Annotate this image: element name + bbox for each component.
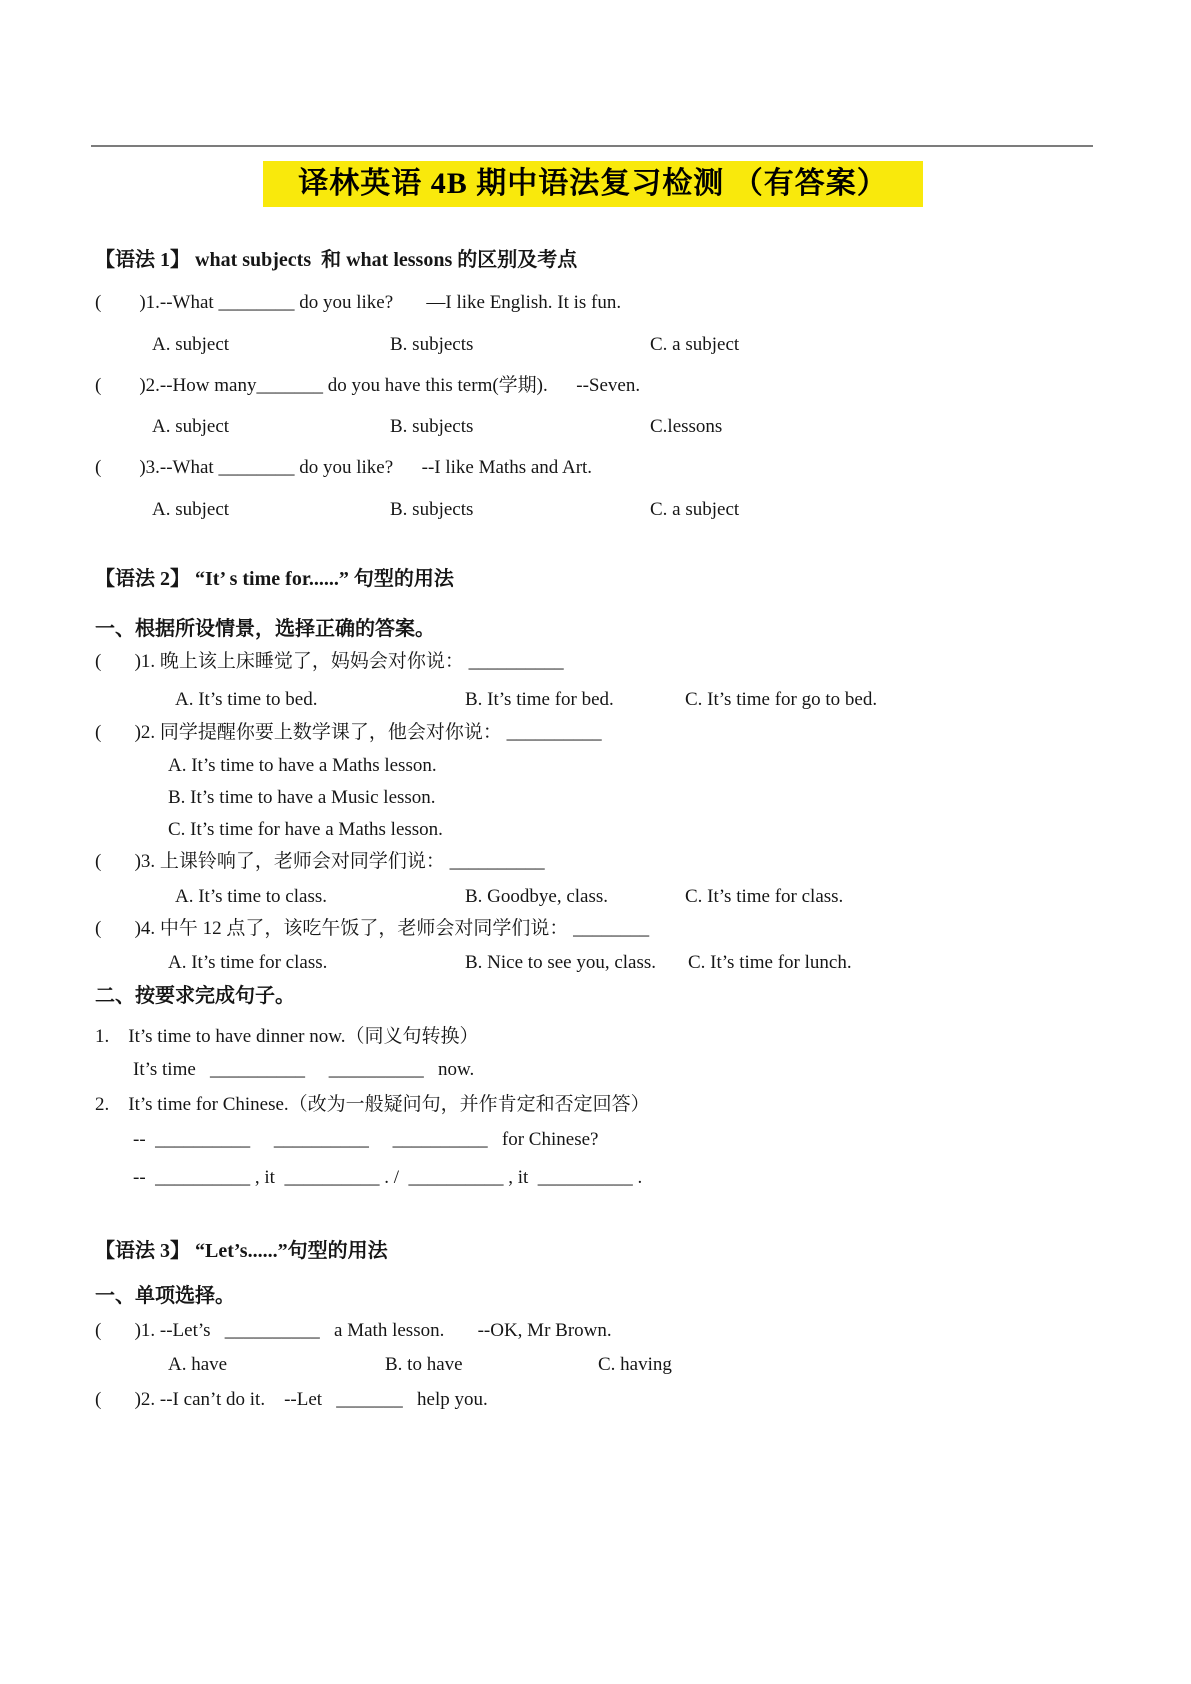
s2-q1-option-a: A. It’s time to bed. bbox=[175, 689, 318, 710]
s3-q1-option-c: C. having bbox=[598, 1354, 672, 1375]
s2-q3-option-b: B. Goodbye, class. bbox=[465, 886, 609, 907]
s1-question-3-options bbox=[95, 497, 1151, 627]
section3-heading: 【语法 3】 “Let’s......”句型的用法 bbox=[95, 1240, 388, 1262]
s2-q4-option-b: B. Nice to see you, class. bbox=[465, 952, 657, 973]
s2-written-2-fill-question: -- __________ __________ __________ for Chinese? bbox=[133, 1129, 599, 1150]
s3-question-1-stem: ( )1. --Let’s __________ a Math lesson. --OK, Mr Brown. bbox=[95, 1320, 612, 1341]
s2-q2-option-c: C. It’s time for have a Maths lesson. bbox=[168, 819, 443, 840]
top-rule bbox=[91, 145, 1093, 147]
s1-question-2-stem: ( )2.--How many_______ do you have this term(学期). --Seven. bbox=[95, 375, 641, 396]
s2-q1-option-c: C. It’s time for go to bed. bbox=[685, 689, 878, 710]
s1-q3-option-c: C. a subject bbox=[650, 499, 740, 520]
s2-q2-option-b: B. It’s time to have a Music lesson. bbox=[168, 787, 436, 808]
s3-question-1-options bbox=[95, 1352, 1151, 1482]
s2-q1-option-b: B. It’s time for bed. bbox=[465, 689, 614, 710]
s1-q3-option-a: A. subject bbox=[152, 499, 230, 520]
section2-heading: 【语法 2】 “It’ s time for......” 句型的用法 bbox=[95, 568, 454, 590]
s3-q1-option-b: B. to have bbox=[385, 1354, 463, 1375]
s2-question-2-stem: ( )2. 同学提醒你要上数学课了，他会对你说： __________ bbox=[95, 722, 602, 743]
section2-part1-heading: 一、根据所设情景，选择正确的答案。 bbox=[95, 618, 435, 640]
s1-q1-option-b: B. subjects bbox=[390, 334, 474, 355]
s2-q3-option-c: C. It’s time for class. bbox=[685, 886, 844, 907]
s2-q3-option-a: A. It’s time to class. bbox=[175, 886, 327, 907]
section3-part1-heading: 一、单项选择。 bbox=[95, 1285, 235, 1307]
s2-written-2-stem: 2. It’s time for Chinese.（改为一般疑问句，并作肯定和否定回答） bbox=[95, 1094, 650, 1115]
s2-q4-option-a: A. It’s time for class. bbox=[168, 952, 328, 973]
s2-question-1-stem: ( )1. 晚上该上床睡觉了，妈妈会对你说： __________ bbox=[95, 651, 564, 672]
s2-q4-option-c: C. It’s time for lunch. bbox=[688, 952, 852, 973]
s2-question-4-stem: ( )4. 中午 12 点了，该吃午饭了，老师会对同学们说： ________ bbox=[95, 918, 650, 939]
s2-written-1-fill: It’s time __________ __________ now. bbox=[133, 1059, 475, 1080]
s3-q1-option-a: A. have bbox=[168, 1354, 228, 1375]
s3-question-2-stem: ( )2. --I can’t do it. --Let _______ help you. bbox=[95, 1389, 488, 1410]
s1-q1-option-a: A. subject bbox=[152, 334, 230, 355]
s1-q2-option-c: C.lessons bbox=[650, 416, 723, 437]
s2-q2-option-a: A. It’s time to have a Maths lesson. bbox=[168, 755, 437, 776]
s2-written-1-stem: 1. It’s time to have dinner now.（同义句转换） bbox=[95, 1026, 479, 1047]
s2-question-3-stem: ( )3. 上课铃响了，老师会对同学们说： __________ bbox=[95, 851, 545, 872]
section2-part2-heading: 二、按要求完成句子。 bbox=[95, 985, 295, 1007]
s2-written-2-fill-answers: -- __________ , it __________ . / __________ , it __________ . bbox=[133, 1167, 643, 1188]
s1-q3-option-b: B. subjects bbox=[390, 499, 474, 520]
s1-q1-option-c: C. a subject bbox=[650, 334, 740, 355]
section1-heading: 【语法 1】 what subjects 和 what lessons 的区别及考点 bbox=[95, 249, 578, 271]
s1-q2-option-b: B. subjects bbox=[390, 416, 474, 437]
page-title: 译林英语 4B 期中语法复习检测 （有答案） bbox=[263, 161, 923, 207]
s1-question-3-stem: ( )3.--What ________ do you like? --I like Maths and Art. bbox=[95, 457, 593, 478]
s1-q2-option-a: A. subject bbox=[152, 416, 230, 437]
s1-question-1-stem: ( )1.--What ________ do you like? —I like English. It is fun. bbox=[95, 292, 622, 313]
